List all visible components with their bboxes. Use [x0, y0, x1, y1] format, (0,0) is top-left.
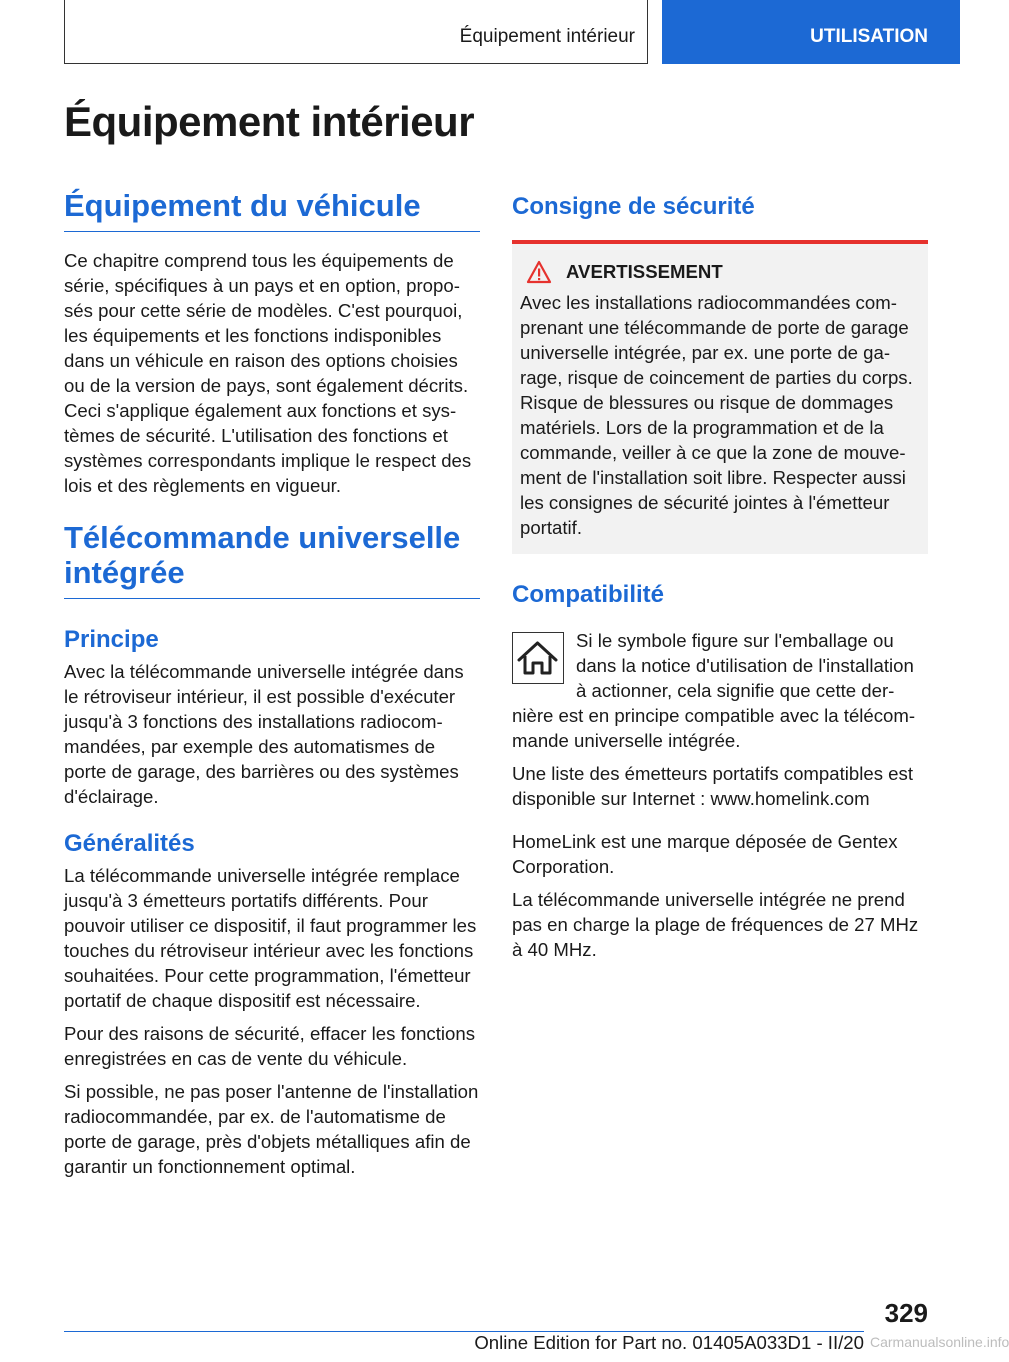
warning-text: Avec les installations radiocommandées comprenant une télécommande de porte de garage universelle intégrée, par ex. une porte de garage, risque de coincement de parties du corps. Risque de blessures ou risque de dommages matériels. Lors de la programmation et de la commande, veiller à ce que la zone de mouvement de l'installation soit libre. Respecter aussi les consignes de sécurité jointes à l'émetteur portatif. [520, 292, 913, 538]
page-number: 329 [884, 1298, 928, 1328]
warning-triangle-icon [526, 260, 552, 284]
heading-principle: Principe [64, 626, 159, 653]
warning-title-label: AVERTISSEMENT [566, 261, 723, 282]
warning-title [526, 258, 920, 286]
paragraph-general-3: Si possible, ne pas poser l'antenne de l'installation radiocommandée, par ex. de l'automatisme de porte de garage, près d'objets métalliques afin de garantir un fonctionnement optimal. [64, 1081, 479, 1177]
page-title: Équipement intérieur [64, 98, 475, 145]
paragraph-compat-3: HomeLink est une marque déposée de Gentex Corporation. [512, 831, 898, 877]
paragraph-compat-4: La télécommande universelle intégrée ne prend pas en charge la plage de fréquences de 27 MHz à 40 MHz. [512, 889, 919, 960]
header-section [64, 0, 648, 64]
heading-general: Généralités [64, 830, 195, 857]
right-column [512, 192, 928, 962]
compatibility-section [512, 628, 928, 962]
footer-watermark: Carmanualsonline.info [870, 1334, 1009, 1350]
warning-box [512, 240, 928, 554]
paragraph-general-1: La télécommande universelle intégrée remplace jusqu'à 3 émetteurs portatifs différents. Pour pouvoir utiliser ce dispositif, il faut programmer les touches du rétroviseur intérieur avec les fonctions souhaitées. Pour cette programmation, l'émetteur portatif de chaque dispositif est nécessaire. [64, 865, 477, 1011]
header-chapter [662, 0, 960, 64]
heading-safety-notice: Consigne de sécurité [512, 193, 755, 220]
paragraph-principle: Avec la télécommande universelle intégrée dans le rétroviseur intérieur, il est possible d'exécuter jusqu'à 3 fonctions des installations radiocommandées, par exemple des automatismes de porte de garage, des barrières ou des systèmes d'éclairage. [64, 661, 464, 807]
footer-edition: Online Edition for Part no. 01405A033D1 - II/20 [474, 1332, 864, 1353]
header-section-label: Équipement intérieur [459, 25, 635, 47]
left-column [64, 188, 480, 1179]
paragraph-vehicle-equipment: Ce chapitre comprend tous les équipements de série, spécifiques à un pays et en option, proposés pour cette série de modèles. C'est pourquoi, les équipements et les fonctions indisponibles dans un véhicule en raison des options choisies ou de la version de pays, sont également décrits. Ceci s'applique également aux fonctions et systèmes de sécurité. L'utilisation des fonctions et systèmes correspondants implique le respect des lois et des règlements en vigueur. [64, 250, 472, 496]
paragraph-compat-1: Si le symbole figure sur l'emballage ou dans la notice d'utilisation de l'installation à actionner, cela signifie que cette dernière est en principe compatible avec la télécommande universelle intégrée. [512, 630, 916, 751]
heading-vehicle-equipment: Équipement du véhicule [64, 188, 480, 232]
heading-compatibility: Compatibilité [512, 581, 665, 608]
paragraph-general-2: Pour des raisons de sécurité, effacer les fonctions enregistrées en cas de vente du véhicule. [64, 1023, 476, 1069]
homelink-house-icon [512, 632, 564, 684]
header-chapter-label: UTILISATION [810, 26, 928, 47]
paragraph-compat-2: Une liste des émetteurs portatifs compatibles est disponible sur Internet : www.homelink.com [512, 763, 913, 809]
heading-universal-remote: Télécommande universelle intégrée [64, 520, 480, 599]
